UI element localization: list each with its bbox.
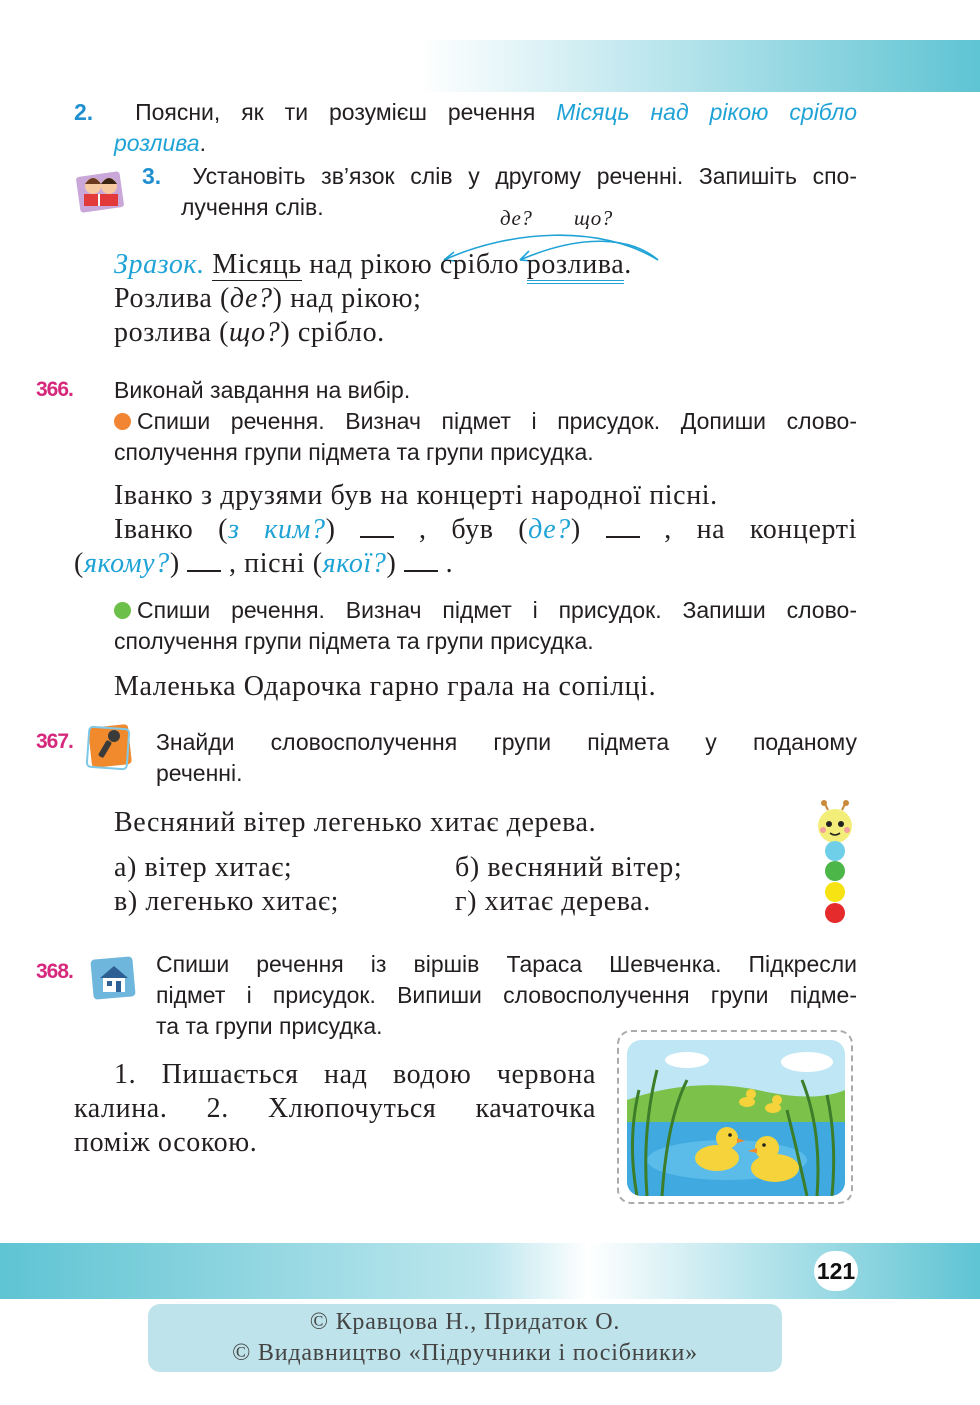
question-scho: що? xyxy=(574,206,613,230)
sample-predicate: розлива xyxy=(527,249,625,284)
s3-part-c: , пісні ( xyxy=(228,548,323,579)
green-dot-icon xyxy=(114,602,131,619)
microphone-icon xyxy=(84,720,138,772)
caterpillar-icon xyxy=(810,800,860,930)
exercise-368-poem xyxy=(74,1058,596,1160)
ducklings-illustration xyxy=(617,1030,853,1204)
sample-subject: Місяць xyxy=(212,249,302,280)
orange-dot-icon xyxy=(114,413,131,430)
exercise-366 xyxy=(114,375,857,468)
exercise-366-sentence2: Маленька Одарочка гарно грала на сопілці. xyxy=(114,671,657,702)
option-g[interactable]: г) хитає дерева. xyxy=(455,886,651,917)
copyright-publisher: © Видавництво «Підручники і посібники» xyxy=(232,1340,698,1366)
sample-block xyxy=(114,248,874,350)
question-de: де? xyxy=(500,206,533,230)
sample-line-a-end: ) над рікою; xyxy=(272,283,422,314)
task-2-period: . xyxy=(199,130,206,156)
s3-part-a: ( xyxy=(74,548,84,579)
s2-question1: з ким? xyxy=(228,514,326,545)
s2-part-d: ) xyxy=(570,514,581,545)
s3-question1: якому? xyxy=(83,548,170,579)
exercise-366-green xyxy=(114,595,857,657)
exercise-368 xyxy=(156,949,857,1042)
exercise-368-line3: та та групи присудка. xyxy=(156,1013,383,1039)
exercise-368-line2: підмет і присудок. Випиши словосполучення групи підме- xyxy=(156,982,857,1008)
sample-middle: над рікою срібло xyxy=(309,249,520,280)
answer-blank[interactable] xyxy=(404,548,438,572)
exercise-366-number: 366. xyxy=(36,378,73,401)
page-number: 121 xyxy=(816,1258,856,1284)
exercise-367-number: 367. xyxy=(36,730,73,753)
task-2-quote-end: розлива xyxy=(114,130,200,156)
option-v[interactable]: в) легенько хитає; xyxy=(114,886,340,917)
exercise-368-number: 368. xyxy=(36,960,73,983)
exercise-367 xyxy=(156,727,857,789)
s2-part-c: , був ( xyxy=(419,514,529,545)
poem-line2: калина. 2. Хлюпочуться качаточка xyxy=(74,1093,596,1124)
task-3-line1: Установіть зв’язок слів у другому реченні. Запишіть спо- xyxy=(192,163,857,189)
poem-line1: 1. Пишається над водою червона xyxy=(114,1059,596,1090)
sample-line-b-question: що? xyxy=(229,317,281,348)
exercise-366-sentence1: Іванко з друзями був на концерті народної пісні. xyxy=(114,480,718,511)
top-header-band xyxy=(420,40,980,92)
s2-part-e: , на концерті xyxy=(664,514,857,545)
s3-part-e: . xyxy=(445,548,454,579)
sample-line-a-question: де? xyxy=(229,283,273,314)
group-work-icon xyxy=(76,166,128,214)
sample-line-b-end: ) срібло. xyxy=(280,317,385,348)
task-2-quote: Місяць над рікою срібло xyxy=(556,99,857,125)
answer-blank[interactable] xyxy=(606,514,640,538)
house-icon xyxy=(88,952,142,1004)
s3-part-b: ) xyxy=(169,548,180,579)
option-b[interactable]: б) весняний вітер; xyxy=(455,852,683,883)
copyright-box xyxy=(148,1304,782,1372)
sample-line-b-start: розлива ( xyxy=(114,317,230,348)
exercise-366-orange-line1: Спиши речення. Визнач підмет і присудок. Допиши слово- xyxy=(137,408,857,434)
exercise-366-green-line2: сполучення групи підмета та групи присудка. xyxy=(114,628,594,654)
s2-part-b: ) xyxy=(325,514,336,545)
exercise-367-line1: Знайди словосполучення групи підмета у поданому xyxy=(156,729,857,755)
exercise-367-line2: реченні. xyxy=(156,760,243,786)
exercise-366-green-line1: Спиши речення. Визнач підмет і присудок. Запиши слово- xyxy=(137,597,857,623)
sample-period: . xyxy=(624,249,632,280)
s3-question2: якої? xyxy=(322,548,387,579)
exercise-366-orange-line2: сполучення групи підмета та групи присудка. xyxy=(114,439,594,465)
s2-question2: де? xyxy=(528,514,571,545)
exercise-368-line1: Спиши речення із віршів Тараса Шевченка. Підкресли xyxy=(156,951,857,977)
exercise-367-sentence: Весняний вітер легенько хитає дерева. xyxy=(114,807,597,838)
copyright-authors: © Кравцова Н., Придаток О. xyxy=(309,1309,621,1335)
s2-part-a: Іванко ( xyxy=(114,514,229,545)
task-3-line2: лучення слів. xyxy=(181,194,324,220)
exercise-366-intro: Виконай завдання на вибір. xyxy=(114,377,411,403)
s3-part-d: ) xyxy=(386,548,397,579)
sample-label: Зразок. xyxy=(114,249,205,280)
task-2-number: 2. xyxy=(74,99,94,125)
task-3-number: 3. xyxy=(142,163,162,189)
option-a[interactable]: а) вітер хитає; xyxy=(114,852,293,883)
task-2 xyxy=(74,97,857,159)
page-number-badge xyxy=(814,1251,858,1291)
answer-blank[interactable] xyxy=(360,514,394,538)
sample-line-a-start: Розлива ( xyxy=(114,283,230,314)
task-2-text: Поясни, як ти розумієш речення xyxy=(135,99,536,125)
poem-line3: поміж осокою. xyxy=(74,1127,258,1158)
exercise-366-sentences xyxy=(74,479,857,581)
answer-blank[interactable] xyxy=(187,548,221,572)
